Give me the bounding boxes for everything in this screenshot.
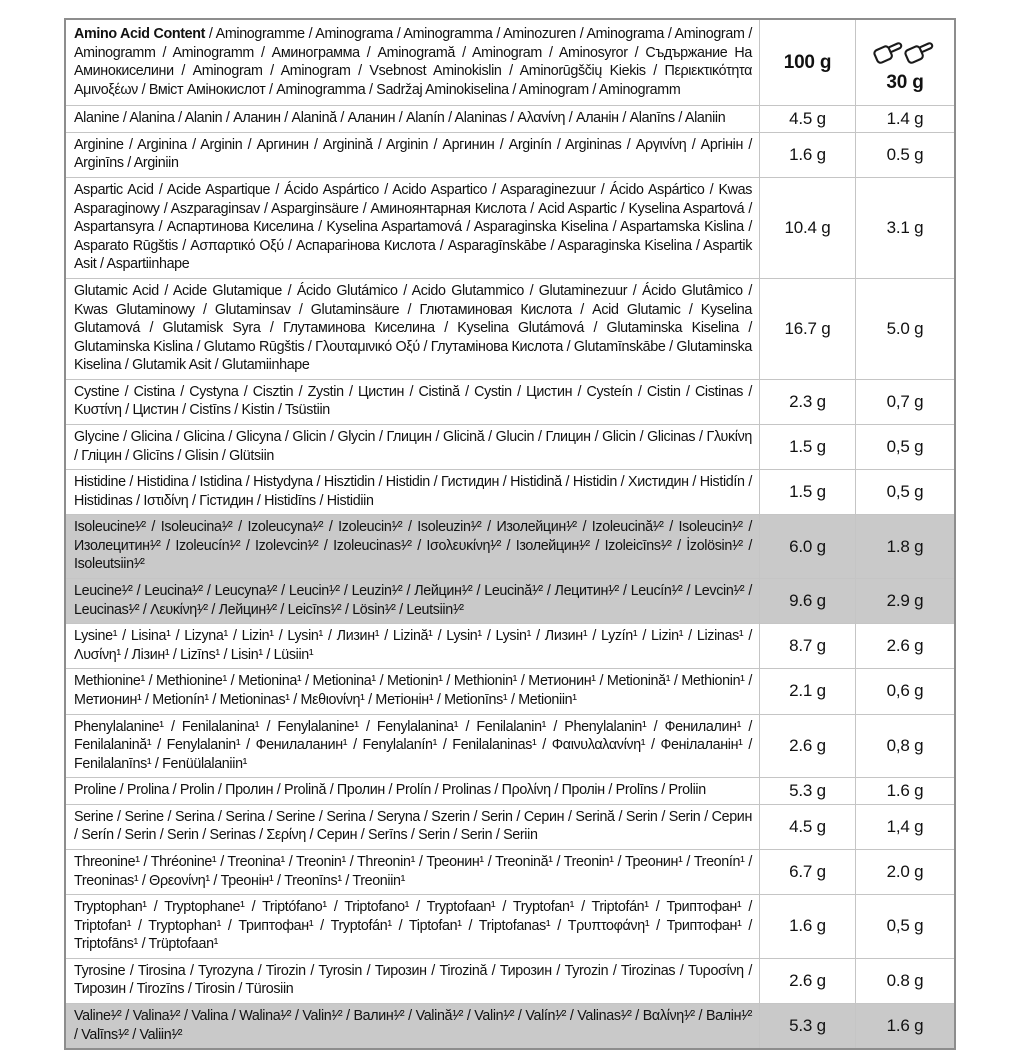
value-per-100g: 8.7 g bbox=[789, 636, 826, 656]
value-per-100g: 10.4 g bbox=[784, 217, 831, 237]
value-per-100g: 1.6 g bbox=[789, 144, 826, 164]
value-per-30g: 0.8 g bbox=[855, 959, 954, 1003]
table-row bbox=[66, 668, 954, 713]
table-row bbox=[66, 105, 954, 132]
table-row bbox=[66, 1003, 954, 1048]
amino-acid-names: Valine¹⁄² / Valina¹⁄² / Valina / Walina¹⁄² / Valin¹⁄² / Валин¹⁄² / Valină¹⁄² / Valin¹⁄² / Valín¹⁄² / Valinas¹⁄² / Βαλίνη¹⁄² / Валін¹⁄² / Valīns¹⁄² / Valiin¹⁄² bbox=[66, 1004, 760, 1048]
value-per-100g: 2.6 g bbox=[789, 735, 826, 755]
table-row bbox=[66, 958, 954, 1003]
value-per-100g: 2.3 g bbox=[789, 391, 826, 411]
table-row bbox=[66, 469, 954, 514]
column-header-30g-label: 30 g bbox=[886, 71, 924, 93]
table-row bbox=[66, 777, 954, 804]
table-row bbox=[66, 804, 954, 849]
table-row bbox=[66, 379, 954, 424]
amino-acid-names: Leucine¹⁄² / Leucina¹⁄² / Leucyna¹⁄² / Leucin¹⁄² / Leuzin¹⁄² / Лейцин¹⁄² / Leucină¹⁄² / Лецитин¹⁄² / Leucín¹⁄² / Levcin¹⁄² / Leucinas¹⁄² / Λευκίνη¹⁄² / Лейцин¹⁄² / Leicīns¹⁄² / Lösin¹⁄² / Leutsiin¹⁄² bbox=[66, 579, 760, 623]
table-row bbox=[66, 177, 954, 278]
value-per-100g: 9.6 g bbox=[789, 591, 826, 611]
amino-acid-names: Alanine / Alanina / Alanin / Аланин / Alanină / Аланин / Alanín / Alaninas / Αλανίνη / Аланін / Alanīns / Alaniin bbox=[66, 106, 760, 132]
amino-acid-names: Cystine / Cistina / Cystyna / Cisztin / Zystin / Цистин / Cistină / Cystin / Цистин / Cysteín / Cistin / Cistinas / Κυστίνη / Цистин / Cistīns / Kistin / Tsüstiin bbox=[66, 380, 760, 424]
value-per-30g: 2.9 g bbox=[855, 579, 954, 623]
table-title-cell bbox=[66, 20, 760, 105]
column-header-30g bbox=[855, 20, 954, 105]
table-row bbox=[66, 278, 954, 379]
amino-acid-names: Phenylalanine¹ / Fenilalanina¹ / Fenylalanine¹ / Fenylalanina¹ / Fenilalanin¹ / Phenylalanin¹ / Фенилалин¹ / Fenilalanină¹ / Fenylalanin¹ / Фенилаланин¹ / Fenylalanín¹ / Fenilalaninas¹ / Φαινυλαλανίνη¹ / Фенілаланін¹ / Fenilalanīns¹ / Fenüülalaniin¹ bbox=[66, 715, 760, 778]
value-per-100g: 5.3 g bbox=[789, 1016, 826, 1036]
value-per-30g: 0,8 g bbox=[855, 715, 954, 778]
table-row bbox=[66, 424, 954, 469]
table-row bbox=[66, 514, 954, 578]
amino-acid-names: Histidine / Histidina / Istidina / Histydyna / Hisztidin / Histidin / Гистидин / Histidină / Histidin / Хистидин / Histidín / Histidinas / Ιστιδίνη / Гістидин / Histidīns / Histidiin bbox=[66, 470, 760, 514]
value-per-100g: 2.6 g bbox=[789, 970, 826, 990]
column-header-100g bbox=[760, 20, 855, 105]
value-per-30g: 0,5 g bbox=[855, 425, 954, 469]
table-row bbox=[66, 714, 954, 778]
amino-acid-names: Methionine¹ / Methionine¹ / Metionina¹ / Metionina¹ / Metionin¹ / Methionin¹ / Метионин¹ / Metionină¹ / Methionin¹ / Метионин¹ / Metionín¹ / Metioninas¹ / Μεθιονίνη¹ / Метіонін¹ / Metionīns¹ / Metioniin¹ bbox=[66, 669, 760, 713]
value-per-30g: 0,5 g bbox=[855, 895, 954, 958]
amino-acid-names: Tyrosine / Tirosina / Tyrozyna / Tirozin / Tyrosin / Тирозин / Tirozină / Тирозин / Tyrozin / Tirozinas / Τυροσίνη / Тирозин / Tirozīns / Tirosin / Türosiin bbox=[66, 959, 760, 1003]
table-body bbox=[66, 105, 954, 1048]
value-per-30g: 1.4 g bbox=[855, 106, 954, 132]
table-row bbox=[66, 578, 954, 623]
amino-acid-names: Arginine / Arginina / Arginin / Аргинин / Arginină / Arginin / Аргинин / Arginín / Argininas / Αργινίνη / Аргінін / Arginīns / Arginiin bbox=[66, 133, 760, 177]
table-title: Amino Acid Content bbox=[74, 26, 206, 42]
measuring-scoop-icon bbox=[872, 34, 938, 68]
table-header-row bbox=[66, 20, 954, 105]
amino-acid-names: Aspartic Acid / Acide Aspartique / Ácido Aspártico / Acido Aspartico / Asparaginezuur / Ácido Aspártico / Kwas Asparaginowy / Aszparaginsav / Asparginsäure / Аминоянтарная Кислота / Acid Aspartic / Kyselina Aspartová / Aspartansyra / Аспартинова Киселина / Kyselina Aspartamová / Asparaginska Kiselina / Aspartamska Kislina / Asparato Rūgštis / Ασπαρτικό Οξύ / Аспарагінова Кислота / Asparagīnskābe / Asparaginska Kiselina / Aspartik Asit / Aspartiinhape bbox=[66, 178, 760, 278]
column-header-100g-label: 100 g bbox=[783, 51, 832, 73]
value-per-100g: 16.7 g bbox=[784, 318, 831, 338]
value-per-30g: 5.0 g bbox=[855, 279, 954, 379]
value-per-30g: 1,4 g bbox=[855, 805, 954, 849]
value-per-30g: 0,5 g bbox=[855, 470, 954, 514]
table-row bbox=[66, 132, 954, 177]
amino-acid-names: Glutamic Acid / Acide Glutamique / Ácido Glutámico / Acido Glutammico / Glutaminezuur / Ácido Glutâmico / Kwas Glutaminowy / Glutaminsav / Glutaminsäure / Глютаминовая Кислота / Acid Glutamic / Kyselina Glutamová / Glutamisk Syra / Глутаминова Киселина / Kyselina Glutámová / Glutaminska Kiselina / Glutaminska Kislina / Glutamo Rūgštis / Γλουταμινικό Οξύ / Глутамінова Кислота / Glutamīnskābe / Glutaminska Kiselina / Glutamik Asit / Glutamiinhape bbox=[66, 279, 760, 379]
table-row bbox=[66, 623, 954, 668]
table-title-translations: / Aminogramme / Aminograma / Aminogramma / Aminozuren / Aminograma / Aminogram / Aminogramm / Aminogramm / Аминограмма / Aminogramă / Aminogram / Aminosyror / Съдържание На Аминокиселини / Aminogram / Aminogram / Vsebnost Aminokislin / Aminorūgščių Kiekis / Περιεκτικότητα Αμινοξέων / Вміст Амінокислот / Aminogramma / Sadržaj Aminokiselina / Aminogram / Aminogramm bbox=[74, 26, 752, 98]
value-per-30g: 3.1 g bbox=[855, 178, 954, 278]
amino-acid-names: Proline / Prolina / Prolin / Пролин / Prolină / Пролин / Prolín / Prolinas / Προλίνη / Пролін / Prolīns / Proliin bbox=[66, 778, 760, 804]
value-per-30g: 2.6 g bbox=[855, 624, 954, 668]
value-per-100g: 4.5 g bbox=[789, 816, 826, 836]
amino-acid-names: Tryptophan¹ / Tryptophane¹ / Triptófano¹ / Triptofano¹ / Tryptofaan¹ / Tryptofan¹ / Triptofán¹ / Триптофан¹ / Triptofan¹ / Tryptophan¹ / Триптофан¹ / Tryptofán¹ / Tiptofan¹ / Triptofanas¹ / Τρυπτοφάνη¹ / Триптофан¹ / Triptofāns¹ / Trüptofaan¹ bbox=[66, 895, 760, 958]
amino-acid-names: Lysine¹ / Lisina¹ / Lizyna¹ / Lizin¹ / Lysin¹ / Лизин¹ / Lizină¹ / Lysin¹ / Lysin¹ / Лизин¹ / Lyzín¹ / Lizin¹ / Lizinas¹ / Λυσίνη¹ / Лізин¹ / Lizīns¹ / Lisin¹ / Lüsiin¹ bbox=[66, 624, 760, 668]
value-per-30g: 0,6 g bbox=[855, 669, 954, 713]
value-per-30g: 1.6 g bbox=[855, 778, 954, 804]
table-row bbox=[66, 894, 954, 958]
amino-acid-names: Glycine / Glicina / Glicina / Glicyna / Glicin / Glycin / Глицин / Glicină / Glucin / Глицин / Glicin / Glicinas / Γλυκίνη / Гліцин / Glicīns / Glisin / Glütsiin bbox=[66, 425, 760, 469]
amino-acid-names: Serine / Serine / Serina / Serina / Serine / Serina / Seryna / Szerin / Serin / Серин / Serină / Serin / Serin / Серин / Serín / Serin / Serin / Serinas / Σερίνη / Серин / Serīns / Serin / Serin / Seriin bbox=[66, 805, 760, 849]
value-per-100g: 4.5 g bbox=[789, 109, 826, 129]
amino-acid-names: Isoleucine¹⁄² / Isoleucina¹⁄² / Izoleucyna¹⁄² / Izoleucin¹⁄² / Isoleuzin¹⁄² / Изолейцин¹⁄² / Izoleucină¹⁄² / Isoleucin¹⁄² / Изолецитин¹⁄² / Izoleucín¹⁄² / Izolevcin¹⁄² / Izoleucinas¹⁄² / Ισολευκίνη¹⁄² / Ізолейцин¹⁄² / Izoleicīns¹⁄² / İzolösin¹⁄² / Isoleutsiin¹⁄² bbox=[66, 515, 760, 578]
amino-acid-names: Threonine¹ / Thréonine¹ / Treonina¹ / Treonin¹ / Threonin¹ / Треонин¹ / Treonină¹ / Treonin¹ / Треонин¹ / Treonín¹ / Treoninas¹ / Θρεονίνη¹ / Треонін¹ / Treonīns¹ / Treoniin¹ bbox=[66, 850, 760, 894]
table-row bbox=[66, 849, 954, 894]
value-per-100g: 5.3 g bbox=[789, 781, 826, 801]
amino-acid-content-table bbox=[64, 18, 956, 1050]
value-per-100g: 6.7 g bbox=[789, 862, 826, 882]
value-per-30g: 0,7 g bbox=[855, 380, 954, 424]
value-per-100g: 1.6 g bbox=[789, 916, 826, 936]
value-per-100g: 1.5 g bbox=[789, 437, 826, 457]
value-per-100g: 6.0 g bbox=[789, 536, 826, 556]
value-per-30g: 1.8 g bbox=[855, 515, 954, 578]
value-per-30g: 0.5 g bbox=[855, 133, 954, 177]
value-per-30g: 2.0 g bbox=[855, 850, 954, 894]
value-per-30g: 1.6 g bbox=[855, 1004, 954, 1048]
value-per-100g: 2.1 g bbox=[789, 681, 826, 701]
value-per-100g: 1.5 g bbox=[789, 482, 826, 502]
